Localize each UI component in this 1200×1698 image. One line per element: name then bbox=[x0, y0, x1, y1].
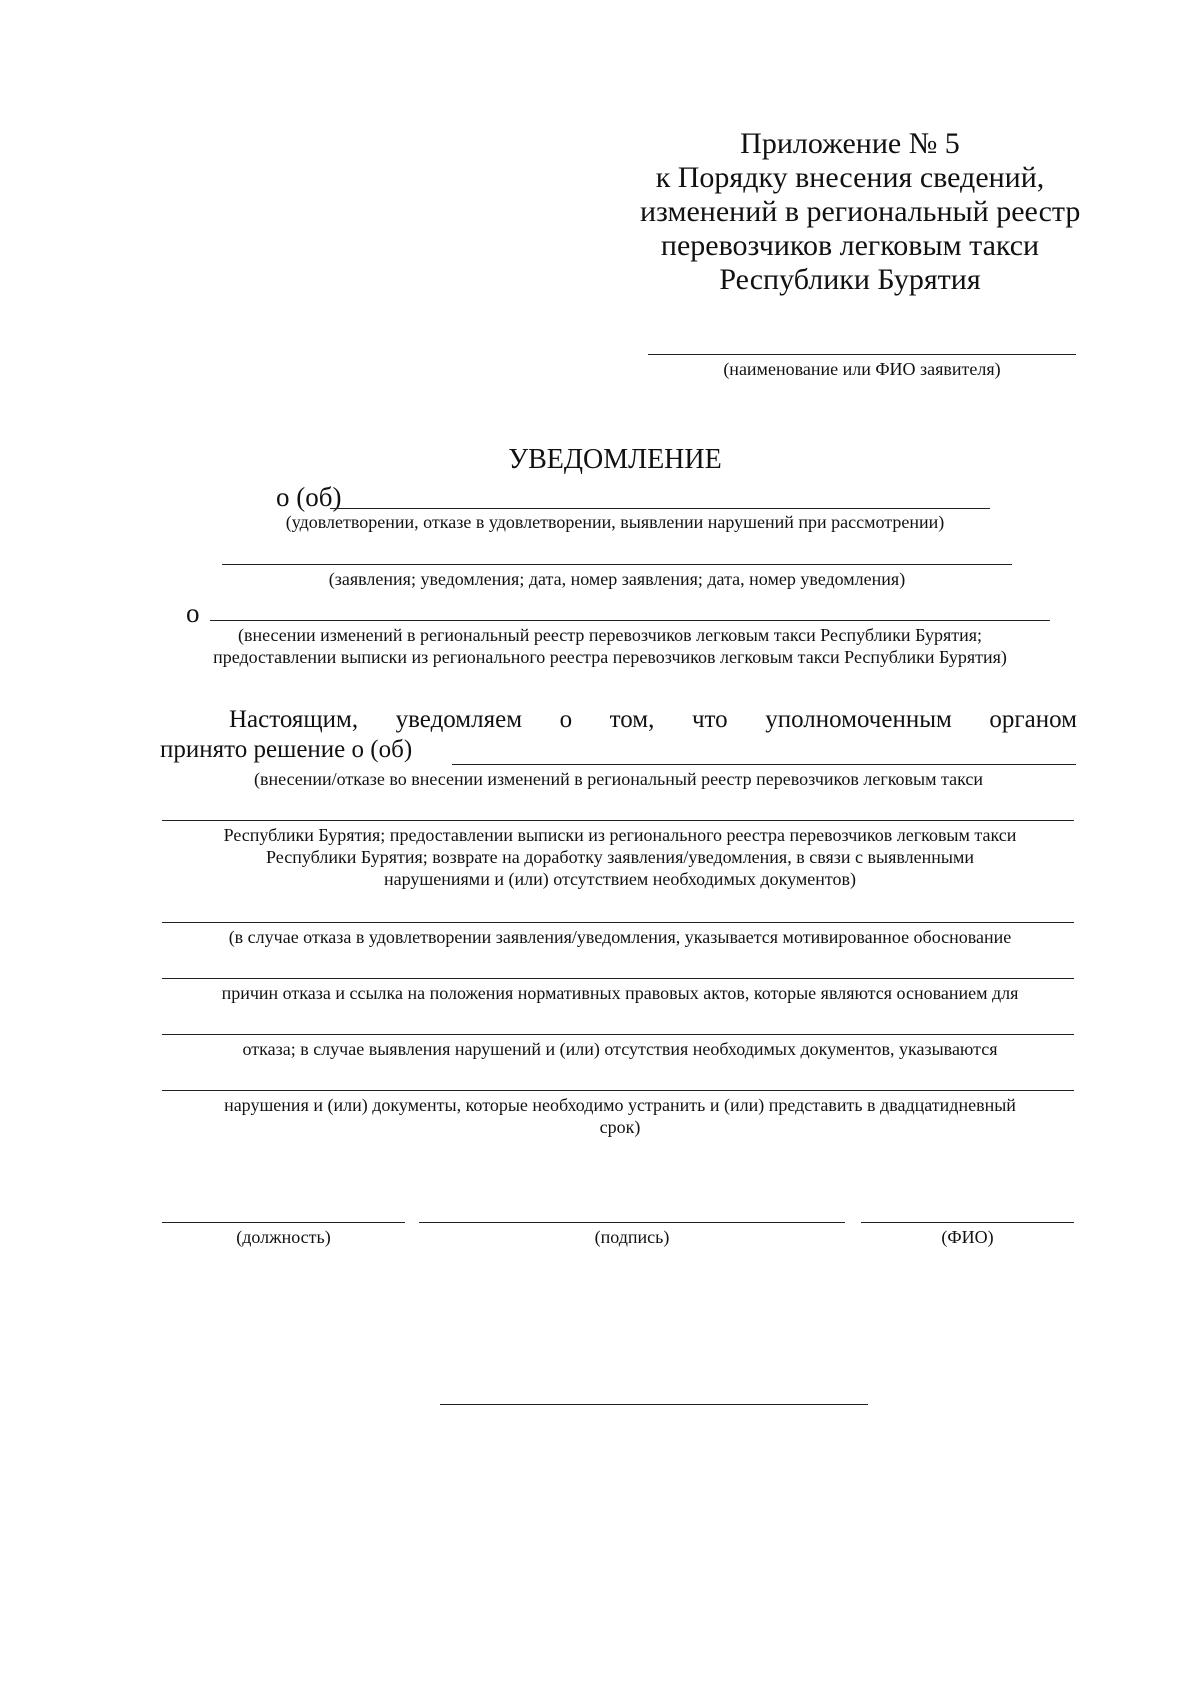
applicant-name-line bbox=[648, 354, 1076, 355]
bottom-line bbox=[440, 1404, 868, 1405]
appendix-line-3: изменений в региональный реестр bbox=[640, 195, 1081, 228]
caption-decision-detail-3: нарушениями и (или) отсутствием необходимых документов) bbox=[384, 869, 856, 889]
caption-request-details: (заявления; уведомления; дата, номер заявления; дата, номер уведомления) bbox=[328, 569, 906, 589]
body-line-1: Настоящим, уведомляем о том, что уполномоченным органом bbox=[229, 706, 1077, 733]
caption-decision: (внесении/отказе во внесении изменений в региональный реестр перевозчиков легковым такси bbox=[254, 769, 984, 789]
decision-detail-line-1 bbox=[162, 820, 1074, 821]
about-prefix-1: о (об) bbox=[276, 482, 342, 512]
reason-line-3 bbox=[162, 1034, 1074, 1035]
reason-line-2 bbox=[162, 978, 1074, 979]
full-name-caption: (ФИО) bbox=[941, 1227, 994, 1247]
caption-decision-type: (удовлетворении, отказе в удовлетворении, выявлении нарушений при рассмотрении) bbox=[285, 512, 945, 532]
position-caption: (должность) bbox=[236, 1227, 331, 1247]
decision-type-line bbox=[330, 508, 990, 509]
appendix-line-5: Республики Бурятия bbox=[719, 263, 981, 296]
position-line bbox=[162, 1222, 405, 1223]
appendix-line-4: перевозчиков легковым такси bbox=[660, 229, 1040, 262]
applicant-caption: (наименование или ФИО заявителя) bbox=[723, 359, 1001, 379]
caption-subject-line-1: (внесении изменений в региональный реестр перевозчиков легковым такси Республики Бурятия; bbox=[237, 625, 983, 645]
subject-line bbox=[210, 620, 1050, 621]
body-line-2-prefix: принято решение о (об) bbox=[160, 736, 413, 763]
caption-reason-4-line-2: срок) bbox=[599, 1117, 641, 1137]
appendix-line-2: к Порядку внесения сведений, bbox=[655, 161, 1045, 194]
full-name-line bbox=[861, 1222, 1074, 1223]
appendix-line-1: Приложение № 5 bbox=[740, 127, 960, 160]
caption-reason-3: отказа; в случае выявления нарушений и (или) отсутствия необходимых документов, указываются bbox=[242, 1039, 998, 1059]
caption-decision-detail-2: Республики Бурятия; возврате на доработку заявления/уведомления, в связи с выявленными bbox=[266, 847, 974, 867]
signature-line bbox=[419, 1222, 845, 1223]
caption-reason-4-line-1: нарушения и (или) документы, которые необходимо устранить и (или) представить в двадцатидневный bbox=[224, 1095, 1016, 1115]
reason-line-4 bbox=[162, 1090, 1074, 1091]
decision-line bbox=[452, 764, 1076, 765]
caption-subject-line-2: предоставлении выписки из регионального реестра перевозчиков легковым такси Республики Бурятия) bbox=[213, 647, 1007, 667]
about-prefix-2: о bbox=[186, 598, 200, 628]
reason-line-1 bbox=[162, 922, 1074, 923]
caption-reason-2: причин отказа и ссылка на положения нормативных правовых актов, которые являются основанием для bbox=[221, 983, 1019, 1003]
request-details-line bbox=[222, 564, 1012, 565]
caption-decision-detail-1: Республики Бурятия; предоставлении выписки из регионального реестра перевозчиков легковым такси bbox=[223, 825, 1017, 845]
caption-reason-1: (в случае отказа в удовлетворении заявления/уведомления, указывается мотивированное обоснование bbox=[228, 927, 1012, 947]
signature-caption: (подпись) bbox=[594, 1227, 670, 1247]
document-title: УВЕДОМЛЕНИЕ bbox=[508, 444, 722, 475]
